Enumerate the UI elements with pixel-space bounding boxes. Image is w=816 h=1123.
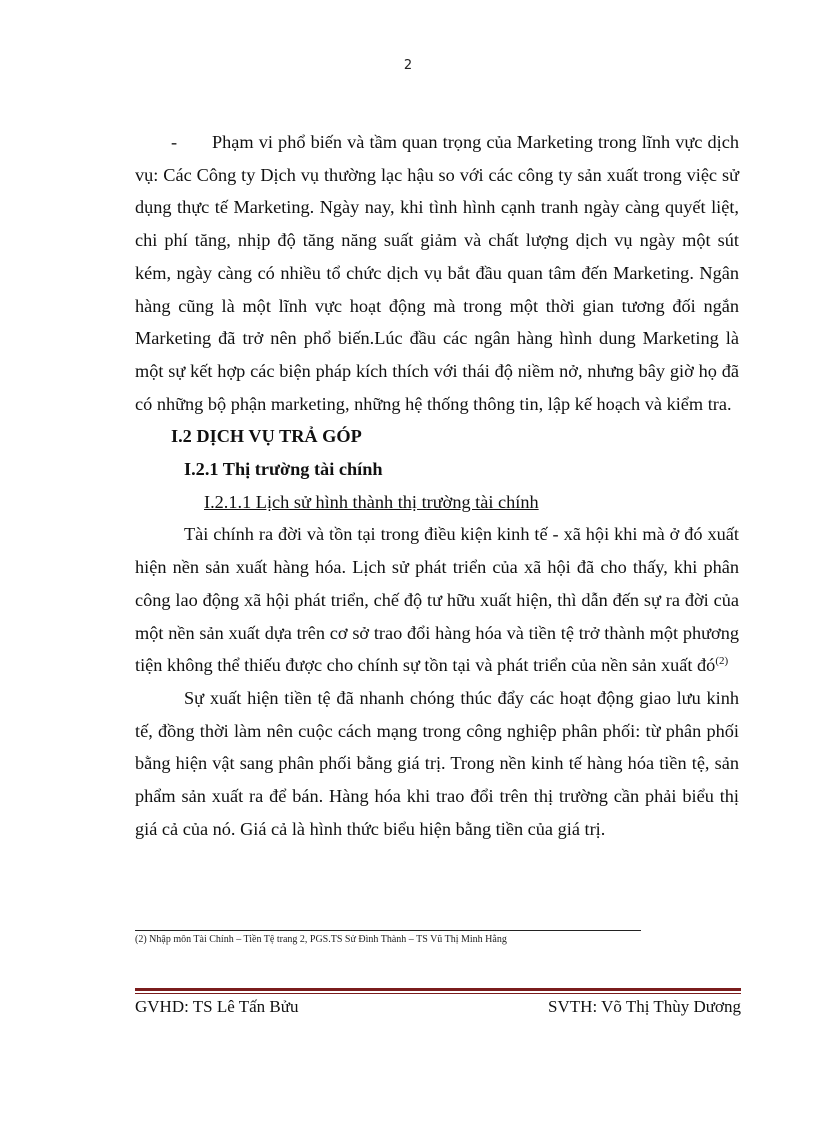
bullet-paragraph bbox=[135, 126, 739, 420]
footer-student: SVTH: Võ Thị Thùy Dương bbox=[548, 997, 741, 1016]
paragraph-2: Sự xuất hiện tiền tệ đã nhanh chóng thúc đẩy các hoạt động giao lưu kinh tế, đồng thời làm nên cuộc cách mạng trong công nghiệp phân phối: từ phân phối bằng hiện vật sang phân phối bằng giá trị. Trong nền kinh tế hàng hóa tiền tệ, sản phẩm sản xuất ra để bán. Hàng hóa khi trao đổi trên thị trường cần phải biểu thị giá cả của nó. Giá cả là hình thức biểu hiện bằng tiền của giá trị. bbox=[135, 687, 739, 839]
page-footer bbox=[135, 997, 741, 1017]
footnote-separator bbox=[135, 930, 641, 931]
page-number: 2 bbox=[403, 58, 413, 73]
bullet-text: Phạm vi phổ biến và tầm quan trọng của Marketing trong lĩnh vực dịch vụ: Các Công ty Dịch vụ thường lạc hậu so với các công ty sản xuất trong việc sử dụng thực tế Marketing. Ngày nay, khi tình hình cạnh tranh ngày càng quyết liệt, chi phí tăng, nhịp độ tăng năng suất giảm và chất lượng dịch vụ ngày một sút kém, ngày càng có nhiều tổ chức dịch vụ bắt đầu quan tâm đến Marketing. Ngân hàng cũng là một lĩnh vực hoạt động mà trong một thời gian tương đối ngắn Marketing đã trở nên phổ biến.Lúc đầu các ngân hàng hình dung Marketing là một sự kết hợp các biện pháp kích thích với thái độ niềm nở, nhưng bây giờ họ đã có những bộ phận marketing, những hệ thống thông tin, lập kế hoạch và kiểm tra. bbox=[135, 132, 739, 414]
footnote: (2) Nhập môn Tài Chính – Tiền Tệ trang 2, PGS.TS Sử Đình Thành – TS Vũ Thị Minh Hằng bbox=[135, 934, 507, 945]
footer-instructor: GVHD: TS Lê Tấn Bửu bbox=[135, 997, 299, 1016]
bullet-dash: - bbox=[171, 132, 178, 152]
paragraph-1-text: Tài chính ra đời và tồn tại trong điều kiện kinh tế - xã hội khi mà ở đó xuất hiện nền sản xuất hàng hóa. Lịch sử phát triển của xã hội đã cho thấy, khi phân công lao động xã hội phát triển, chế độ tư hữu xuất hiện, thì dẫn đến sự ra đời của một nền sản xuất dựa trên cơ sở trao đổi hàng hóa và tiền tệ trở thành một phương tiện không thể thiếu được cho chính sự tồn tại và phát triển của nền sản xuất đó bbox=[135, 524, 739, 676]
section-heading: I.2 DỊCH VỤ TRẢ GÓP bbox=[171, 426, 362, 447]
paragraph-1 bbox=[135, 518, 739, 682]
footer-rule-thick bbox=[135, 988, 741, 991]
document-body bbox=[135, 126, 739, 845]
footer-rule-thin bbox=[135, 993, 741, 994]
footnote-reference: (2) bbox=[715, 655, 729, 668]
subsection-heading: I.2.1 Thị trường tài chính bbox=[184, 459, 383, 480]
subsubsection-heading: I.2.1.1 Lịch sử hình thành thị trường tài chính bbox=[204, 491, 539, 512]
